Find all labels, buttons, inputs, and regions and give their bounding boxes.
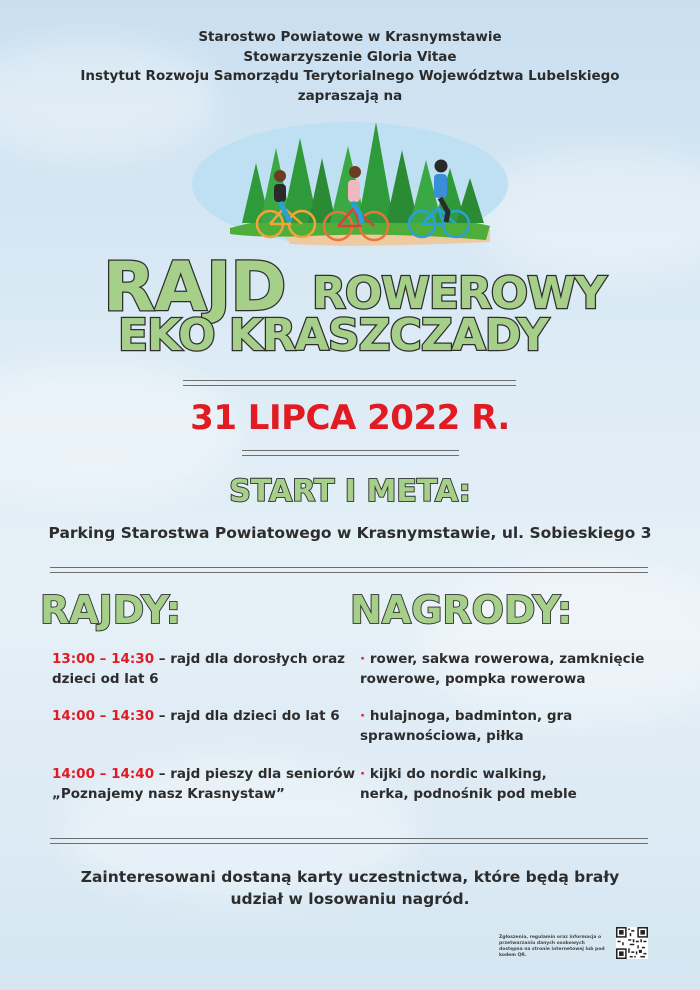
nagroda-item (360, 650, 650, 689)
organizer-line: Starostwo Powiatowe w Krasnymstawie (198, 29, 502, 45)
bullet-icon: · (360, 766, 366, 782)
divider (50, 838, 648, 844)
bullet-icon: · (360, 708, 366, 724)
registration-note: Zgłoszenia, regulamin oraz informacja o przetwarzaniu danych osobowych dostępna na stronie internetowej lub pod kodem QR. (499, 935, 605, 958)
title-eko-kraszczady: EKO KRASZCZADY (118, 310, 548, 361)
nagroda-item (360, 765, 600, 804)
nagroda-text: rower, sakwa rowerowa, zamknięcie rowerowe, pompka rowerowa (360, 651, 645, 687)
rajd-item (52, 765, 362, 804)
organizer-line: Stowarzyszenie Gloria Vitae (243, 48, 457, 65)
title-word-rowerowy: ROWEROWY (312, 268, 606, 319)
bullet-icon: · (360, 651, 366, 667)
rajd-item (52, 707, 352, 727)
nagroda-item (360, 707, 580, 746)
background-cloud (420, 560, 700, 720)
qr-code[interactable] (616, 927, 648, 959)
nagroda-text: kijki do nordic walking, nerka, podnośnik pod meble (360, 766, 577, 802)
cyclists-illustration (190, 118, 510, 258)
rajd-item (52, 650, 352, 689)
nagrody-heading: NAGRODY: (350, 588, 573, 632)
rajd-time: 14:00 – 14:40 (52, 766, 155, 782)
event-date: 31 LIPCA 2022 R. (190, 398, 510, 438)
title-word-rajd: RAJD (103, 248, 286, 327)
rajdy-heading: RAJDY: (40, 588, 181, 632)
start-location: Parking Starostwa Powiatowego w Krasnymstawie, ul. Sobieskiego 3 (48, 524, 652, 542)
divider (242, 450, 459, 456)
rajd-description: – rajd dla dzieci do lat 6 (154, 708, 340, 724)
rajd-description: – rajd pieszy dla seniorów „Poznajemy nasz Krasnystaw” (52, 766, 356, 802)
invite-line: zapraszają na (297, 87, 403, 104)
divider (183, 380, 516, 386)
rajd-time: 13:00 – 14:30 (52, 651, 155, 667)
footer-message: Zainteresowani dostaną karty uczestnictwa, które będą brały udział w losowaniu nagród. (80, 868, 620, 908)
nagroda-text: hulajnoga, badminton, gra sprawnościowa, piłka (360, 708, 573, 744)
organizers-header (0, 28, 700, 106)
rajd-description: – rajd dla dorosłych oraz dzieci od lat 6 (52, 651, 346, 687)
start-heading: START I META: (229, 474, 471, 509)
rajd-time: 14:00 – 14:30 (52, 708, 155, 724)
divider (50, 567, 648, 573)
organizer-line: Instytut Rozwoju Samorządu Terytorialnego Województwa Lubelskiego (80, 68, 620, 84)
